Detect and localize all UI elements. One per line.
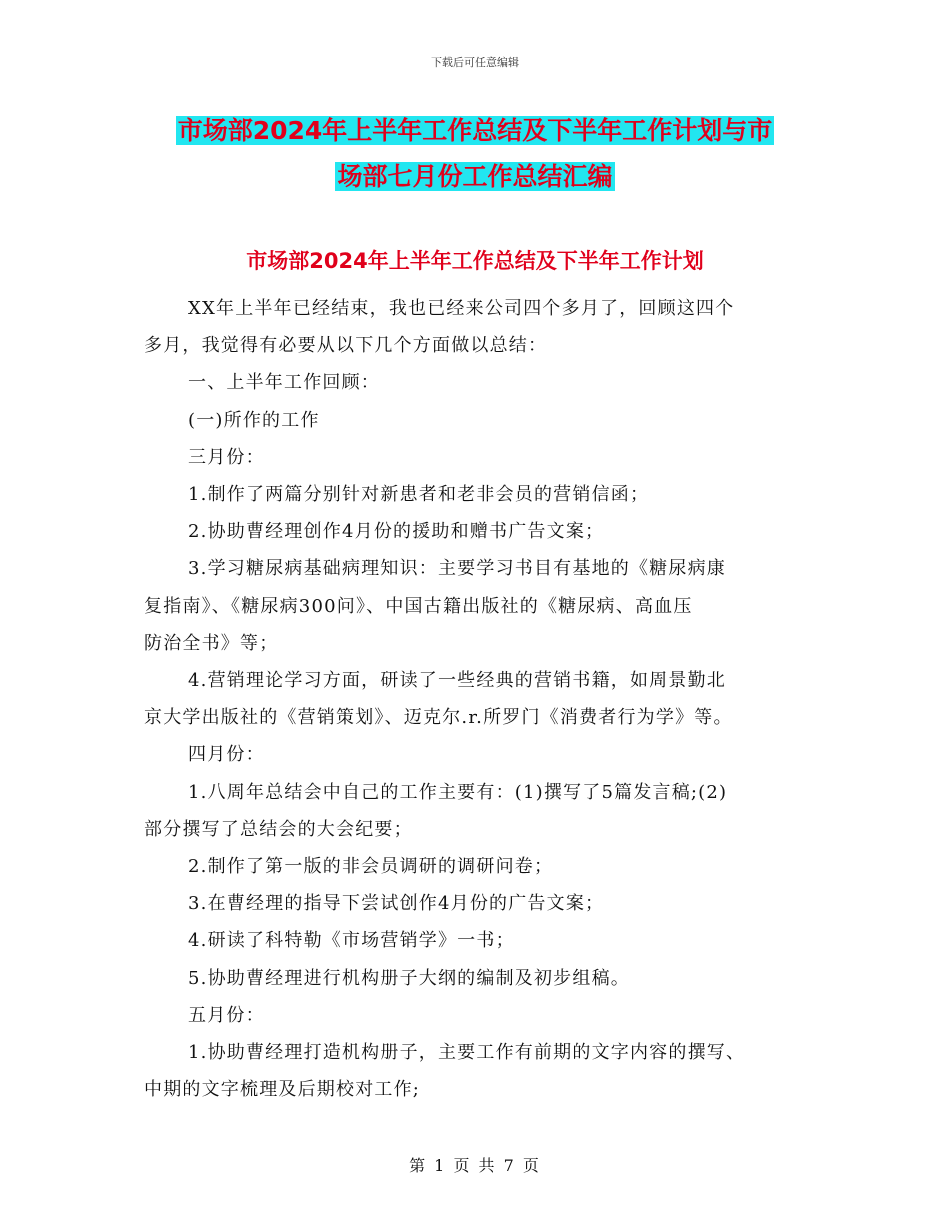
paragraph-line: 中期的文字梳理及后期校对工作;: [144, 1079, 421, 1101]
paragraph-line: 京大学出版社的《营销策划》、迈克尔.r.所罗门《消费者行为学》等。: [144, 707, 733, 729]
paragraph-line: (一)所作的工作: [188, 409, 320, 431]
paragraph-line: XX年上半年已经结束，我也已经来公司四个多月了，回顾这四个: [188, 298, 735, 319]
paragraph-line: 5.协助曹经理进行机构册子大纲的编制及初步组稿。: [188, 967, 630, 989]
document-title: [0, 108, 950, 200]
paragraph-line: 1.协助曹经理打造机构册子，主要工作有前期的文字内容的撰写、: [188, 1042, 746, 1064]
paragraph-line: 多月，我觉得有必要从以下几个方面做以总结：: [144, 335, 548, 357]
paragraph-line: 三月份：: [188, 446, 265, 468]
header-note: 下载后可任意编辑: [431, 56, 519, 69]
paragraph-line: 3.在曹经理的指导下尝试创作4月份的广告文案；: [188, 893, 605, 915]
paragraph-line: 四月份：: [188, 744, 265, 766]
paragraph-line: 1.八周年总结会中自己的工作主要有：(1)撰写了5篇发言稿;(2): [188, 781, 728, 803]
paragraph-line: 防治全书》等；: [144, 632, 279, 654]
paragraph-line: 4.研读了科特勒《市场营销学》一书；: [188, 930, 515, 952]
section-title: 市场部2024年上半年工作总结及下半年工作计划: [246, 249, 704, 273]
paragraph-line: 1.制作了两篇分别针对新患者和老非会员的营销信函；: [188, 484, 650, 506]
page-footer: 第 1 页 共 7 页: [409, 1156, 541, 1175]
body-text: [144, 290, 824, 1108]
title-line-1: 市场部2024年上半年工作总结及下半年工作计划与市: [177, 116, 773, 145]
paragraph-line: 3.学习糖尿病基础病理知识：主要学习书目有基地的《糖尿病康: [188, 558, 726, 580]
paragraph-line: 复指南》、《糖尿病300问》、中国古籍出版社的《糖尿病、高血压: [144, 595, 693, 617]
paragraph-line: 4.营销理论学习方面，研读了一些经典的营销书籍，如周景勤北: [188, 670, 726, 692]
title-line-2: 场部七月份工作总结汇编: [337, 162, 613, 191]
paragraph-line: 五月份：: [188, 1004, 265, 1026]
paragraph-line: 2.协助曹经理创作4月份的援助和赠书广告文案；: [188, 521, 605, 543]
paragraph-line: 一、上半年工作回顾：: [188, 372, 380, 394]
paragraph-line: 部分撰写了总结会的大会纪要；: [144, 818, 413, 840]
paragraph-line: 2.制作了第一版的非会员调研的调研问卷；: [188, 856, 554, 878]
